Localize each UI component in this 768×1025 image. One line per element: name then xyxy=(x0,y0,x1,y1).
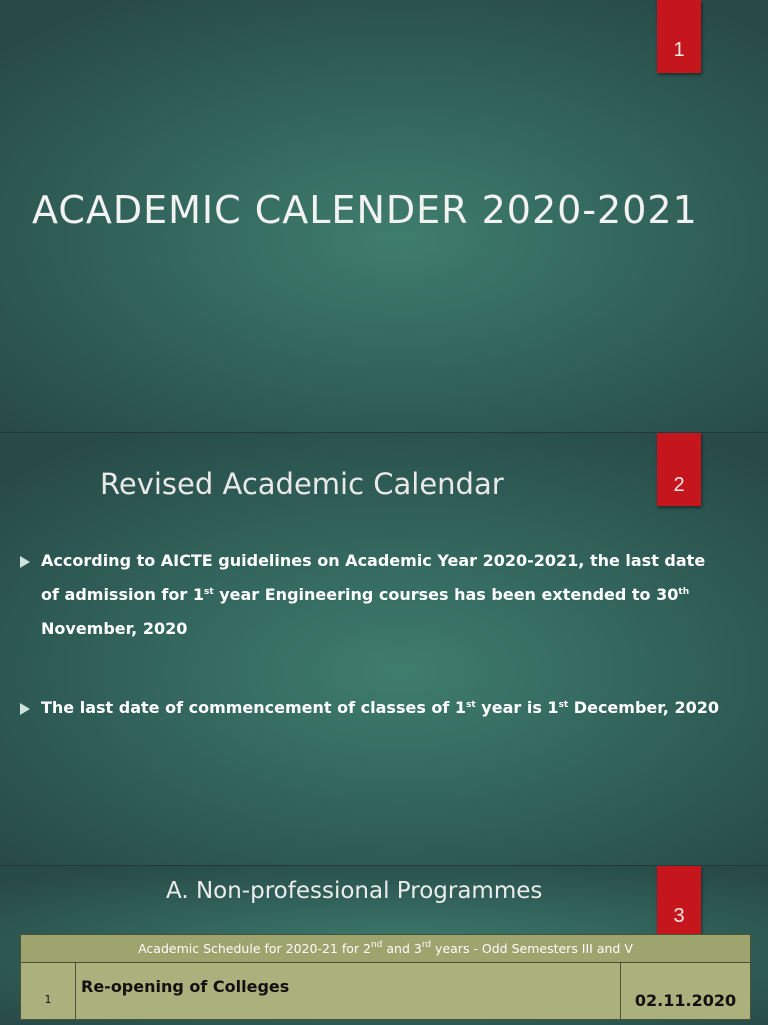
page-number: 2 xyxy=(673,474,685,496)
page-number-tag xyxy=(657,866,701,939)
superscript: st xyxy=(203,587,214,597)
page-number-tag xyxy=(657,0,701,73)
bullet-line: December, 2020 xyxy=(568,698,719,717)
schedule-table xyxy=(20,934,751,1020)
bullet-line: According to AICTE guidelines on Academic Year 2020-2021, the last date xyxy=(41,551,706,570)
bullet-line: The last date of commencement of classes of 1 xyxy=(41,698,467,717)
bullet-text xyxy=(20,691,750,725)
page-number: 3 xyxy=(673,905,685,927)
table-header: Academic Schedule for 2020-21 for 2nd and 3rd years - Odd Semesters III and V xyxy=(21,935,751,963)
slide-1 xyxy=(0,0,768,432)
bullet-line: year is 1 xyxy=(475,698,559,717)
slide-2 xyxy=(0,432,768,866)
bullet-line: of admission for 1 xyxy=(41,585,204,604)
row-date: 02.11.2020 xyxy=(621,963,751,1020)
triangle-right-icon xyxy=(20,703,30,715)
slide-title: ACADEMIC CALENDER 2020-2021 xyxy=(32,188,698,232)
bullet-text xyxy=(20,544,750,646)
table-header-row xyxy=(21,935,751,963)
bullet-item xyxy=(20,691,750,725)
superscript: st xyxy=(466,700,476,710)
slide-3 xyxy=(0,865,768,1025)
row-number: 1 xyxy=(21,963,76,1020)
page-number: 1 xyxy=(673,39,685,61)
page-number-tag xyxy=(657,433,701,506)
bullet-line: November, 2020 xyxy=(41,619,188,638)
row-event: Re-opening of Colleges xyxy=(76,963,621,1020)
slide-title: Revised Academic Calendar xyxy=(100,467,504,501)
superscript: th xyxy=(678,587,690,597)
slide-title: A. Non-professional Programmes xyxy=(166,878,543,904)
table-row xyxy=(21,963,751,1020)
superscript: st xyxy=(558,700,569,710)
bullet-item xyxy=(20,544,750,646)
bullet-line: year Engineering courses has been extended to 30 xyxy=(213,585,679,604)
triangle-right-icon xyxy=(20,556,30,568)
